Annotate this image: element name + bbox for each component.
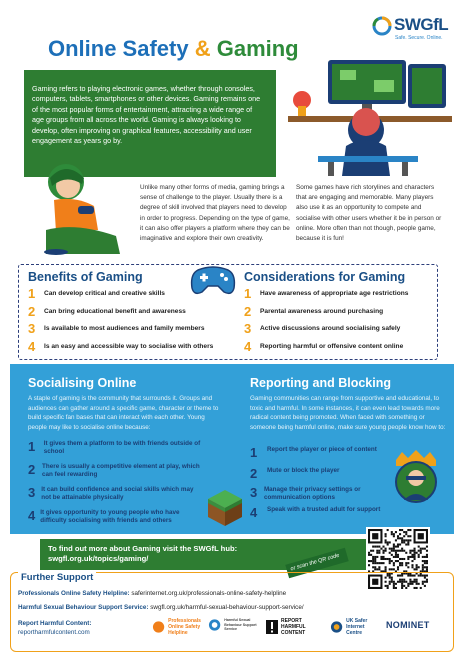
item-number: 3 — [244, 321, 252, 336]
item-number: 2 — [244, 304, 252, 319]
item-text: Active discussions around socialising safely — [260, 325, 401, 332]
report-url[interactable]: reportharmfulcontent.com — [18, 629, 90, 636]
benefits-heading: Benefits of Gaming — [28, 270, 143, 284]
partner-label: NOMINET — [386, 620, 430, 630]
item-number: 4 — [244, 339, 252, 354]
list-item — [244, 321, 400, 336]
intro-box: Gaming refers to playing electronic games, whether through consoles, computers, tablets, smartphones or other devices. Gaming remains one of the most popular forms of entertainment, attracting a wide range of age groups from all across the world. Gaming is always looking to develop, often improving on graphical features, accessibility and user engagement as years go by. — [24, 70, 276, 177]
list-item — [28, 286, 165, 301]
hsb-logo-icon — [208, 618, 221, 632]
item-text: Can bring educational benefit and awareness — [44, 308, 186, 315]
item-text: It gives them a platform to be with friends outside of school — [43, 440, 201, 455]
helpline-line — [18, 590, 286, 597]
further-support-box — [10, 572, 454, 652]
item-text: Manage their privacy settings or communication options — [263, 486, 361, 501]
item-text: It can build confidence and social skills which may not be attainable physically — [41, 486, 194, 501]
list-item — [250, 486, 390, 502]
item-number: 1 — [244, 286, 252, 301]
item-number: 3 — [28, 485, 36, 500]
list-item — [28, 304, 186, 319]
hsb-url[interactable]: swgfl.org.uk/harmful-sexual-behaviour-support-service/ — [148, 604, 304, 611]
hub-url[interactable]: swgfl.org.uk/topics/gaming/ — [48, 554, 149, 563]
item-number: 4 — [28, 339, 36, 354]
item-number: 2 — [28, 304, 36, 319]
list-item — [28, 321, 205, 336]
partner-label: UK Safer Internet Centre — [346, 618, 368, 636]
hsb-line — [18, 604, 304, 611]
swgfl-logo-icon — [372, 16, 392, 36]
socialising-heading: Socialising Online — [28, 376, 137, 390]
item-number: 1 — [250, 445, 258, 460]
item-number: 1 — [28, 439, 36, 454]
reporting-column — [250, 376, 446, 432]
uk-sic-logo-icon — [330, 620, 343, 634]
item-text: Reporting harmful or offensive content online — [260, 343, 404, 350]
item-text: Speak with a trusted adult for support — [267, 506, 381, 513]
partner-label: Harmful Sexual Behaviour Support Service — [224, 618, 257, 632]
exclamation-icon — [266, 620, 278, 634]
gamer-at-desk-illustration — [288, 60, 452, 176]
partner-report-harmful-content[interactable] — [266, 618, 324, 636]
list-item — [244, 286, 408, 301]
item-text: Is an easy and accessible way to socialise with others — [44, 343, 214, 350]
item-number: 2 — [250, 466, 258, 481]
partner-hsb-service[interactable] — [208, 618, 262, 632]
item-number: 4 — [250, 505, 258, 520]
grass-block-icon — [206, 488, 244, 528]
scan-qr-ribbon: or scan the QR code — [285, 548, 348, 579]
list-item — [28, 339, 213, 354]
partner-label: REPORT HARMFUL CONTENT — [281, 618, 306, 636]
hsb-label: Harmful Sexual Behaviour Support Service: — [18, 604, 149, 611]
reporting-heading: Reporting and Blocking — [250, 376, 391, 390]
socialising-column — [28, 376, 224, 432]
item-text: Have awareness of appropriate age restrictions — [260, 290, 409, 297]
item-text: Can develop critical and creative skills — [44, 290, 165, 297]
girl-with-controller-illustration — [36, 160, 126, 256]
item-number: 2 — [28, 462, 36, 477]
list-item — [250, 467, 390, 480]
item-text: Parental awareness around purchasing — [260, 308, 384, 315]
report-label-line — [18, 620, 91, 627]
partner-pos-helpline[interactable] — [152, 618, 202, 636]
helpline-label: Professionals Online Safety Helpline: — [18, 590, 130, 597]
item-text: It gives opportunity to young people who have difficulty socialising with friends and others — [40, 509, 180, 524]
socialising-paragraph: A staple of gaming is the community that surrounds it. Groups and audiences can gather around a specific game, character or theme to build specific fan bases that can interact with each other. Young people may like to socialise online because: — [28, 395, 219, 431]
skill-paragraph: Unlike many other forms of media, gaming brings a sense of challenge to the player. Usually there is a degree of skill involved that players need to develop in order to progress. Depending on the type of game, it can also offer players a platform where they can be imaginative and explore their own creativity. — [140, 184, 290, 243]
title-ampersand: & — [194, 36, 211, 61]
title-part-1: Online Safety — [48, 36, 195, 61]
partner-uk-sic[interactable] — [330, 618, 380, 636]
list-item — [244, 304, 383, 319]
item-text: There is usually a competitive element at play, which can feel rewarding — [42, 463, 200, 478]
list-item — [250, 506, 400, 519]
hub-text: To find out more about Gaming visit the SWGfL hub: — [48, 544, 238, 553]
title-part-2: Gaming — [210, 36, 299, 61]
list-item — [28, 509, 204, 525]
list-item — [28, 463, 204, 479]
list-item — [28, 486, 204, 502]
reporting-paragraph: Gaming communities can range from supportive and educational, to toxic and harmful. In some instances, it can even lead towards more radical content being promoted. When faced with something or someone being harmful online, make sure young people know how to: — [250, 395, 446, 431]
list-item — [250, 446, 390, 459]
brand-tagline: Safe. Secure. Online. — [395, 35, 443, 41]
gamer-shield-icon — [392, 450, 440, 506]
helpline-logo-icon — [152, 620, 165, 634]
game-controller-icon — [190, 262, 236, 298]
brand-name: SWGfL — [394, 15, 449, 34]
further-support-title: Further Support — [18, 572, 96, 583]
item-number: 4 — [28, 508, 36, 523]
partner-nominet[interactable] — [386, 622, 430, 628]
item-number: 3 — [250, 485, 258, 500]
swgfl-logo[interactable] — [372, 14, 454, 46]
item-number: 1 — [28, 286, 36, 301]
item-text: Is available to most audiences and family members — [44, 325, 205, 332]
partner-label: Professionals Online Safety Helpline — [168, 618, 201, 636]
considerations-heading: Considerations for Gaming — [244, 270, 406, 284]
list-item — [244, 339, 403, 354]
report-label: Report Harmful Content: — [18, 620, 92, 627]
item-text: Report the player or piece of content — [267, 446, 377, 453]
page-title — [48, 36, 299, 68]
item-number: 3 — [28, 321, 36, 336]
helpline-url[interactable]: saferinternet.org.uk/professionals-online-safety-helpline — [129, 590, 287, 597]
item-text: Mute or block the player — [267, 467, 340, 474]
list-item — [28, 440, 204, 456]
storylines-paragraph: Some games have rich storylines and characters that are engaging and memorable. Many players also use it as an opportunity to compete and socialise with other users whether it be in person or online. More often than not though, people game, because it is fun! — [296, 184, 442, 243]
